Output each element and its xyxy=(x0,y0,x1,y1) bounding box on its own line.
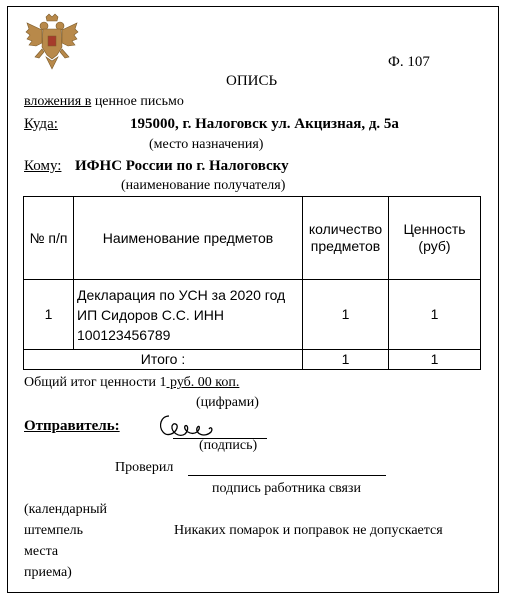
header-quantity-line2: предметов xyxy=(310,238,381,254)
destination-hint: (место назначения) xyxy=(149,137,264,152)
destination-value: 195000, г. Налоговск ул. Акцизная, д. 5а xyxy=(130,116,399,132)
grand-total-amount: руб. 00 коп. xyxy=(166,375,240,390)
total-value: 1 xyxy=(389,350,481,370)
header-value-line2: (руб) xyxy=(418,238,451,254)
sender-label: Отправитель: xyxy=(24,418,120,434)
stamp-line1: (календарный xyxy=(24,502,108,517)
table-total-row xyxy=(24,350,481,370)
total-quantity: 1 xyxy=(303,350,389,370)
checked-hint: подпись работника связи xyxy=(212,481,361,496)
row-value: 1 xyxy=(389,280,481,350)
recipient-hint: (наименование получателя) xyxy=(121,178,286,193)
header-item: Наименование предметов xyxy=(74,197,303,280)
header-quantity xyxy=(303,197,389,280)
total-label: Итого : xyxy=(24,350,303,370)
header-value xyxy=(389,197,481,280)
table-header-row xyxy=(24,197,481,280)
signature-hint: (подпись) xyxy=(199,438,258,453)
checked-label: Проверил xyxy=(115,460,174,475)
stamp-line4: приема) xyxy=(24,565,72,580)
row-quantity: 1 xyxy=(303,280,389,350)
header-number: № п/п xyxy=(24,197,74,280)
coat-of-arms-emblem xyxy=(24,13,80,71)
header-value-line1: Ценность xyxy=(403,221,466,237)
inventory-table xyxy=(23,196,481,370)
table-row xyxy=(24,280,481,350)
row-item-line2: ИП Сидоров С.С. ИНН xyxy=(77,306,224,323)
row-item xyxy=(74,280,303,350)
row-item-line1: Декларация по УСН за 2020 год xyxy=(77,286,286,303)
stamp-line2: штемпель xyxy=(24,523,84,538)
row-item-line3: 100123456789 xyxy=(77,326,171,343)
notice-text: Никаких помарок и поправок не допускается xyxy=(174,523,443,538)
subtitle xyxy=(24,94,184,110)
grand-total xyxy=(24,375,239,391)
recipient-label: Кому: xyxy=(24,158,62,174)
grand-total-hint: (цифрами) xyxy=(196,395,259,410)
destination-label: Куда: xyxy=(24,116,58,132)
recipient-value: ИФНС России по г. Налоговску xyxy=(75,158,289,174)
document-title: ОПИСЬ xyxy=(226,73,278,89)
header-quantity-line1: количество xyxy=(308,221,383,237)
checked-signature-line xyxy=(188,475,386,476)
form-number: Ф. 107 xyxy=(388,54,430,70)
subtitle-underlined: вложения в xyxy=(24,94,92,109)
row-number: 1 xyxy=(24,280,74,350)
subtitle-rest: ценное письмо xyxy=(91,94,184,109)
stamp-line3: места xyxy=(24,544,59,559)
grand-total-prefix: Общий итог ценности 1 xyxy=(24,375,167,390)
